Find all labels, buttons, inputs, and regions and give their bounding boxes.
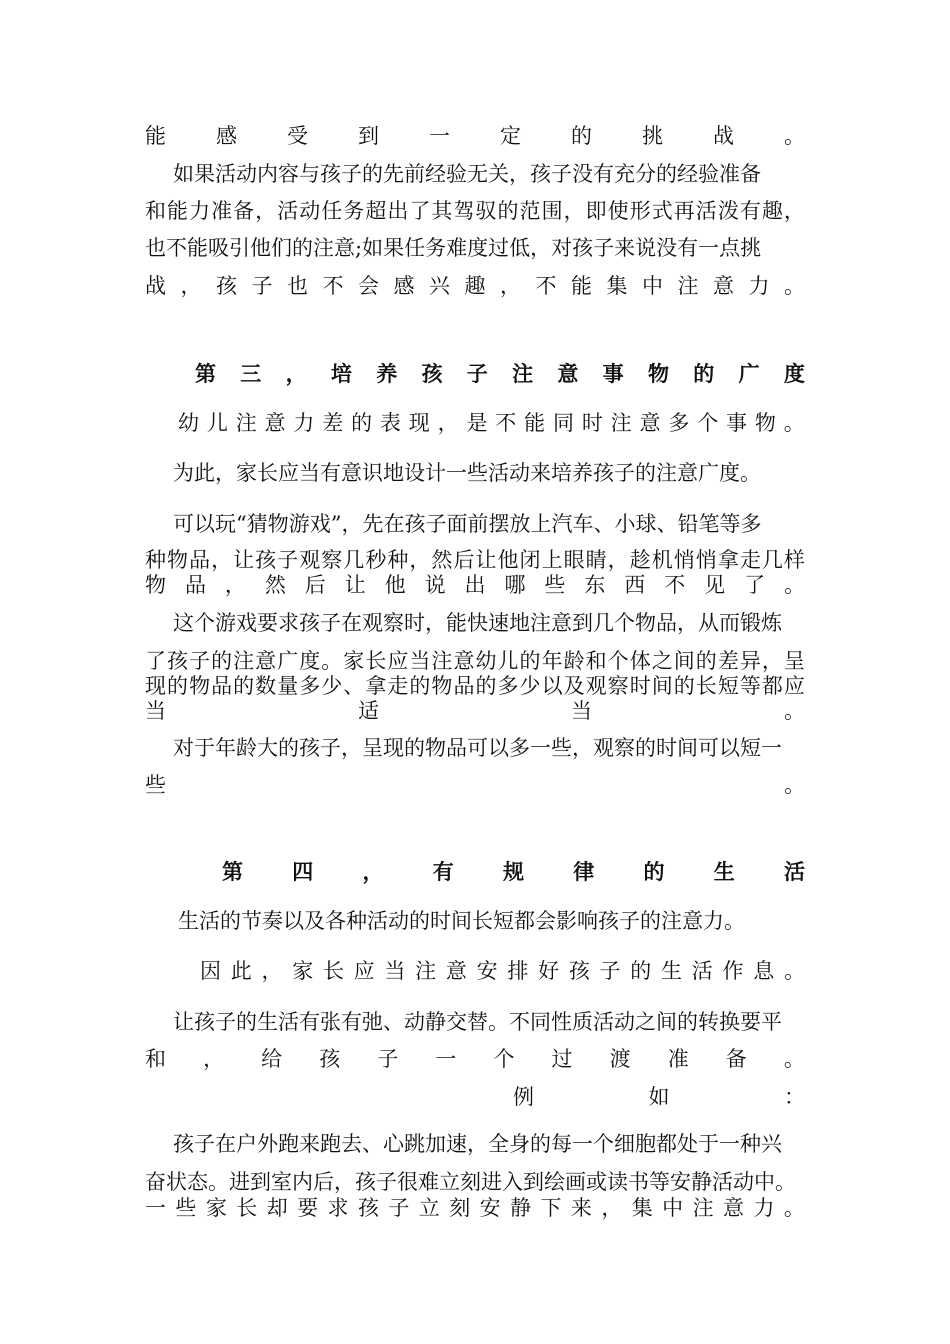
text-line: 和 能 力 准 备 ， 活 动 任 务 超 出 了 其 驾 驭 的 范 围 ， 即 使 形 式 再 活 泼 有 趣 ，	[145, 199, 805, 223]
text-line: 幼 儿 注 意 力 差 的 表 现 ， 是 不 能 同 时 注 意 多 个 事 物 。	[178, 411, 805, 435]
text-line: 些 。	[145, 773, 805, 797]
text-line: 物 品 ， 然 后 让 他 说 出 哪 些 东 西 不 见 了 。	[145, 573, 805, 597]
text-line: 一 些 家 长 却 要 求 孩 子 立 刻 安 静 下 来 ， 集 中 注 意 力 。	[145, 1196, 805, 1220]
text-line: 战 ， 孩 子 也 不 会 感 兴 趣 ， 不 能 集 中 注 意 力 。	[145, 274, 805, 298]
text-line: 这个游戏要求孩子在观察时，能快速地注意到几个物品，从而锻炼	[173, 611, 782, 635]
text-line: 种 物 品 ， 让 孩 子 观 察 几 秒 种 ， 然 后 让 他 闭 上 眼 睛 ， 趁 机 悄 悄 拿 走 几 样	[145, 548, 805, 572]
text-line: 当 适 当 。	[145, 699, 805, 723]
text-line: 让孩子的生活有张有弛、动静交替。不同性质活动之间的转换要平	[173, 1010, 782, 1034]
text-line: 可以玩“猜物游戏”，先在孩子面前摆放上汽车、小球、铅笔等多	[173, 512, 762, 536]
text-line: 能 感 受 到 一 定 的 挑 战 。	[145, 124, 805, 148]
text-line: 孩子在户外跑来跑去、心跳加速，全身的每一个细胞都处于一种兴	[173, 1132, 782, 1156]
section-heading: 第 三 ， 培 养 孩 子 注 意 事 物 的 广 度	[195, 361, 805, 386]
text-line: 为此，家长应当有意识地设计一些活动来培养孩子的注意广度。	[173, 461, 761, 485]
text-line: 现 的 物 品 的 数 量 多 少 、 拿 走 的 物 品 的 多 少 以 及 观 察 时 间 的 长 短 等 都 应	[145, 674, 805, 698]
text-line: 和 ， 给 孩 子 一 个 过 渡 准 备 。	[145, 1047, 805, 1071]
text-line: 因 此 ， 家 长 应 当 注 意 安 排 好 孩 子 的 生 活 作 息 。	[200, 959, 805, 983]
text-line: 也不能吸引他们的注意;如果任务难度过低，对孩子来说没有一点挑	[145, 236, 762, 260]
text-line: 奋状态。进到室内后，孩子很难立刻进入到绘画或读书等安静活动中。	[145, 1170, 796, 1194]
text-line: 了 孩 子 的 注 意 广 度 。 家 长 应 当 注 意 幼 儿 的 年 龄 和 个 体 之 间 的 差 异 ， 呈	[145, 649, 805, 673]
section-heading: 第 四 ， 有 规 律 的 生 活	[222, 859, 805, 884]
text-line: 如果活动内容与孩子的先前经验无关，孩子没有充分的经验准备	[173, 162, 761, 186]
text-line: 生活的节奏以及各种活动的时间长短都会影响孩子的注意力。	[178, 909, 745, 933]
text-line: 对于年龄大的孩子，呈现的物品可以多一些，观察的时间可以短一	[173, 736, 782, 760]
text-line: 例 如 ：	[513, 1085, 805, 1109]
